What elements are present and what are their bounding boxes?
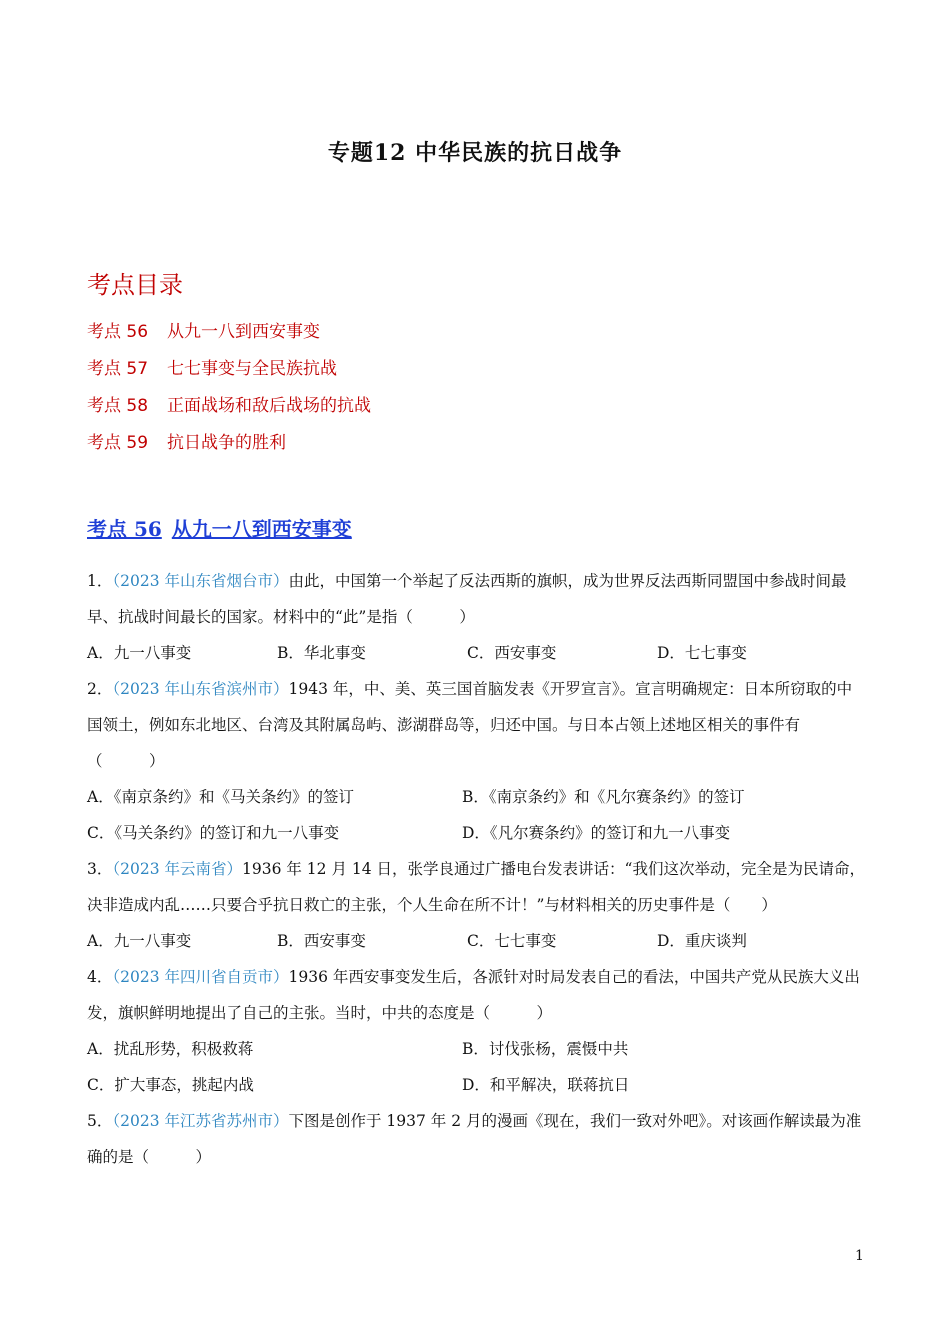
options-row	[87, 1067, 867, 1103]
option-d: D．和平解决，联蒋抗日	[462, 1076, 630, 1094]
question-text: 下图是创作于 1937 年 2 月的漫画《现在，我们一致对外吧》。对该画作解读最为准确的是（ ）	[87, 1112, 862, 1166]
question-number: 4．	[87, 968, 113, 986]
toc-list	[87, 320, 371, 468]
question-number: 2．	[87, 680, 113, 698]
page-title: 专题12 中华民族的抗日战争	[327, 140, 623, 166]
section-heading[interactable]	[87, 513, 362, 542]
toc-item-number: 考点 57	[87, 359, 149, 379]
toc-item-number: 考点 56	[87, 322, 149, 342]
question-3	[87, 851, 867, 923]
options-row	[87, 815, 867, 851]
option-d: D．重庆谈判	[657, 932, 747, 950]
option-a: A．九一八事变	[87, 932, 192, 950]
question-source: （2023 年江苏省苏州市）	[112, 1112, 289, 1130]
option-a: A．《南京条约》和《马关条约》的签订	[87, 788, 354, 806]
toc-item-label: 抗日战争的胜利	[167, 433, 286, 453]
options-row	[87, 779, 867, 815]
options-row	[87, 1031, 867, 1067]
option-b: B．西安事变	[277, 932, 366, 950]
section-number: 考点 56	[87, 517, 162, 541]
toc-item[interactable]	[87, 431, 371, 468]
question-1	[87, 563, 867, 635]
option-d: D．七七事变	[657, 644, 747, 662]
question-number: 5．	[87, 1112, 113, 1130]
option-d: D．《凡尔赛条约》的签订和九一八事变	[462, 824, 731, 842]
question-text: 1936 年西安事变发生后，各派针对时局发表自己的看法，中国共产党从民族大义出发，旗帜鲜明地提出了自己的主张。当时，中共的态度是（ ）	[87, 968, 860, 1022]
option-b: B．讨伐张杨，震慑中共	[462, 1040, 629, 1058]
question-text: 1936 年 12 月 14 日，张学良通过广播电台发表讲话：“我们这次举动，完全是为民请命，决非造成内乱……只要合乎抗日救亡的主张，个人生命在所不计！”与材料相关的历史事件是（ ）	[87, 860, 865, 914]
question-source: （2023 年四川省自贡市）	[112, 968, 289, 986]
toc-item-label: 七七事变与全民族抗战	[167, 359, 337, 379]
page-number: 1	[855, 1248, 864, 1264]
toc-item-label: 正面战场和敌后战场的抗战	[167, 396, 371, 416]
question-number: 1．	[87, 572, 113, 590]
question-2	[87, 671, 867, 779]
toc-item[interactable]	[87, 394, 371, 431]
option-c: C．七七事变	[467, 932, 557, 950]
question-source: （2023 年云南省）	[112, 860, 242, 878]
toc-item-label: 从九一八到西安事变	[167, 322, 320, 342]
question-source: （2023 年山东省滨州市）	[112, 680, 289, 698]
question-text: 1943 年，中、美、英三国首脑发表《开罗宣言》。宣言明确规定：日本所窃取的中国领土，例如东北地区、台湾及其附属岛屿、澎湖群岛等，归还中国。与日本占领上述地区相关的事件有（ ）	[87, 680, 853, 770]
toc-item-number: 考点 59	[87, 433, 149, 453]
option-a: A．九一八事变	[87, 644, 192, 662]
question-4	[87, 959, 867, 1031]
option-c: C．《马关条约》的签订和九一八事变	[87, 824, 340, 842]
question-source: （2023 年山东省烟台市）	[112, 572, 289, 590]
section-label: 从九一八到西安事变	[171, 517, 352, 541]
question-5	[87, 1103, 867, 1175]
option-c: C．扩大事态，挑起内战	[87, 1076, 254, 1094]
toc-item[interactable]	[87, 357, 371, 394]
option-c: C．西安事变	[467, 644, 557, 662]
options-row	[87, 923, 867, 959]
question-number: 3．	[87, 860, 113, 878]
toc-item[interactable]	[87, 320, 371, 357]
toc-item-number: 考点 58	[87, 396, 149, 416]
option-b: B．《南京条约》和《凡尔赛条约》的签订	[462, 788, 745, 806]
option-a: A．扰乱形势，积极救蒋	[87, 1040, 254, 1058]
options-row	[87, 635, 867, 671]
toc-heading: 考点目录	[87, 271, 183, 299]
option-b: B．华北事变	[277, 644, 366, 662]
question-text: 由此，中国第一个举起了反法西斯的旗帜，成为世界反法西斯同盟国中参战时间最早、抗战时间最长的国家。材料中的“此”是指（ ）	[87, 572, 847, 626]
question-list	[87, 563, 867, 1175]
